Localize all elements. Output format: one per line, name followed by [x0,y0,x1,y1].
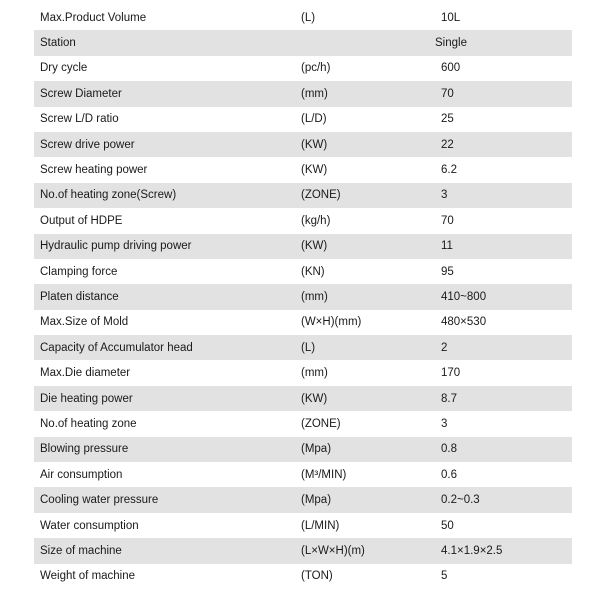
spec-value: 3 [441,417,448,430]
table-row [34,437,572,462]
spec-name: Clamping force [40,265,118,278]
spec-name: No.of heating zone(Screw) [34,183,301,208]
spec-unit: (ZONE) [301,183,441,208]
spec-value: 10L [441,11,461,24]
spec-value: Single [301,30,572,55]
spec-value: 170 [441,367,461,380]
spec-value: 480×530 [441,316,487,329]
spec-table [34,5,572,589]
spec-name: Screw drive power [34,132,301,157]
table-row [34,234,572,259]
table-row [34,360,572,385]
spec-name: Screw heating power [40,164,148,177]
table-row [34,132,572,157]
table-row [34,411,572,436]
spec-name: Cooling water pressure [34,487,301,512]
spec-name: Screw Diameter [34,81,301,106]
table-row [34,30,572,55]
spec-unit: (Mpa) [301,437,441,462]
spec-value: 70 [441,81,572,106]
spec-value: 25 [441,113,454,126]
spec-unit: (L/MIN) [301,519,340,532]
spec-name: Screw L/D ratio [40,113,119,126]
spec-name: Output of HDPE [40,214,123,227]
spec-name: Platen distance [34,284,301,309]
table-row [34,107,572,132]
spec-value: 8.7 [441,386,572,411]
spec-value: 50 [441,519,454,532]
table-row [34,157,572,182]
table-row [34,462,572,487]
table-row [34,284,572,309]
table-row [34,56,572,81]
spec-unit: (W×H)(mm) [301,316,362,329]
spec-unit: (L) [301,11,316,24]
spec-unit: (kg/h) [301,214,331,227]
spec-name: Station [34,30,301,55]
table-row [34,487,572,512]
spec-name: Dry cycle [40,62,88,75]
table-row [34,310,572,335]
spec-unit: (mm) [301,367,328,380]
table-row [34,208,572,233]
spec-unit: (L×W×H)(m) [301,538,441,563]
spec-unit: (ZONE) [301,417,341,430]
table-row [34,183,572,208]
spec-value: 410~800 [441,284,572,309]
spec-name: Die heating power [34,386,301,411]
spec-unit: (KW) [301,164,328,177]
table-row [34,513,572,538]
spec-name: Weight of machine [40,570,136,583]
table-row [34,564,572,589]
spec-name: No.of heating zone [40,417,137,430]
spec-value: 2 [441,335,572,360]
spec-unit: (L) [301,335,441,360]
spec-unit: (Mpa) [301,487,441,512]
spec-unit: (L/D) [301,113,327,126]
spec-name: Air consumption [40,468,123,481]
spec-name: Max.Die diameter [40,367,131,380]
spec-unit: (KW) [301,132,441,157]
spec-value: 95 [441,265,454,278]
spec-value: 4.1×1.9×2.5 [441,538,572,563]
spec-name: Size of machine [34,538,301,563]
spec-value: 11 [441,234,572,259]
spec-value: 70 [441,214,454,227]
table-row [34,335,572,360]
spec-value: 600 [441,62,461,75]
spec-value: 3 [441,183,572,208]
spec-unit: (mm) [301,284,441,309]
spec-value: 6.2 [441,164,457,177]
table-row [34,5,572,30]
spec-unit: (M³/MIN) [301,468,347,481]
spec-value: 5 [441,570,448,583]
spec-value: 0.2~0.3 [441,487,572,512]
spec-unit: (KN) [301,265,325,278]
spec-name: Water consumption [40,519,139,532]
spec-name: Blowing pressure [34,437,301,462]
spec-name: Max.Size of Mold [40,316,129,329]
table-row [34,81,572,106]
spec-value: 0.8 [441,437,572,462]
spec-unit: (mm) [301,81,441,106]
spec-name: Capacity of Accumulator head [34,335,301,360]
spec-value: 22 [441,132,572,157]
spec-name: Hydraulic pump driving power [34,234,301,259]
spec-unit: (pc/h) [301,62,331,75]
table-row [34,538,572,563]
spec-unit: (KW) [301,234,441,259]
spec-value: 0.6 [441,468,457,481]
table-row [34,386,572,411]
spec-name: Max.Product Volume [40,11,147,24]
spec-unit: (TON) [301,570,333,583]
table-row [34,259,572,284]
spec-unit: (KW) [301,386,441,411]
